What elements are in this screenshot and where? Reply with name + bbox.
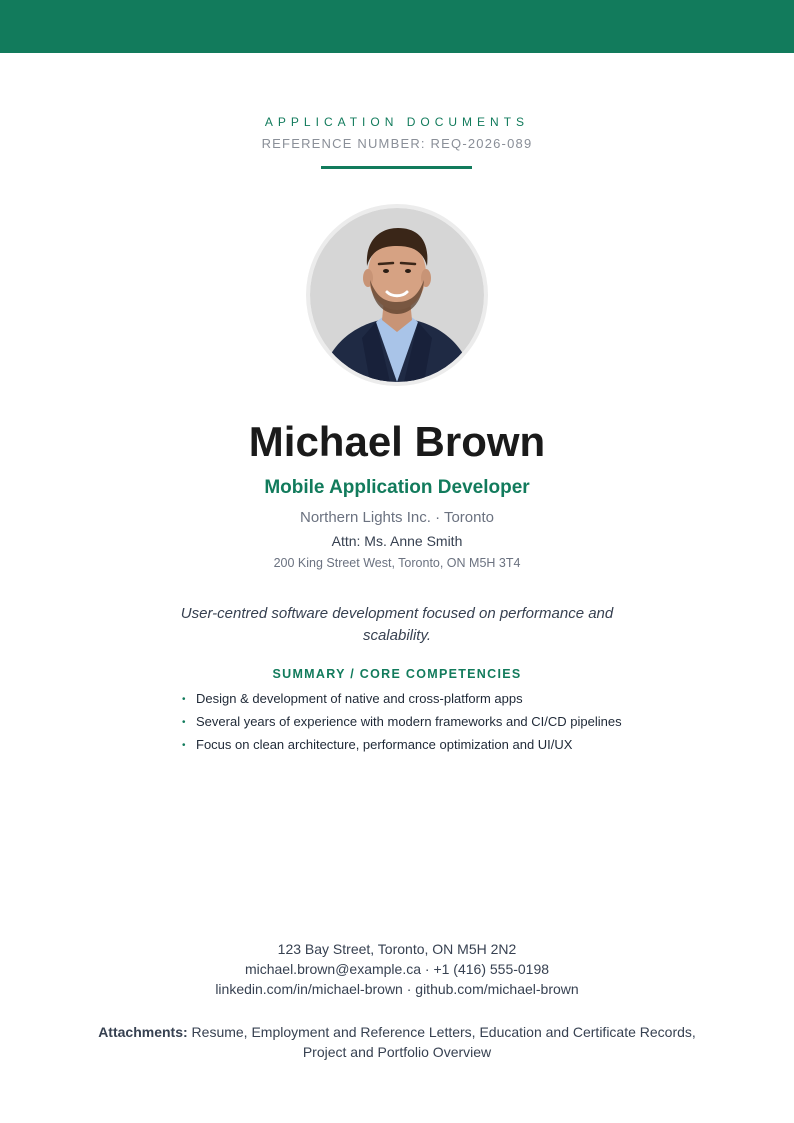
- contact-address: 123 Bay Street, Toronto, ON M5H 2N2: [277, 941, 517, 957]
- bullet-icon: •: [182, 717, 186, 728]
- section-heading-summary: SUMMARY / CORE COMPETENCIES: [272, 667, 522, 681]
- top-banner: [0, 0, 794, 53]
- attachments-label: Attachments:: [98, 1024, 188, 1040]
- list-item: [182, 714, 652, 737]
- contact-links[interactable]: linkedin.com/in/michael-brown · github.com/michael-brown: [215, 981, 579, 997]
- company-address: 200 King Street West, Toronto, ON M5H 3T4: [273, 556, 521, 570]
- document-label: APPLICATION DOCUMENTS: [264, 115, 530, 129]
- tagline: User-centred software development focused on performance and scalability.: [180, 605, 614, 644]
- bullet-icon: •: [182, 694, 186, 705]
- job-title: Mobile Application Developer: [264, 477, 530, 498]
- applicant-name: Michael Brown: [248, 418, 546, 465]
- list-item-text: Several years of experience with modern frameworks and CI/CD pipelines: [196, 714, 622, 729]
- contact-email-phone[interactable]: michael.brown@example.ca · +1 (416) 555-0198: [244, 961, 550, 977]
- person-portrait-icon: [310, 208, 484, 382]
- list-item: [182, 737, 652, 760]
- bullet-icon: •: [182, 740, 186, 751]
- attachments-list: Resume, Employment and Reference Letters, Education and Certificate Records, Project and Portfolio Overview: [191, 1024, 696, 1060]
- list-item-text: Focus on clean architecture, performance optimization and UI/UX: [196, 737, 573, 752]
- company-location: Northern Lights Inc. · Toronto: [300, 509, 494, 526]
- competency-list: [182, 691, 652, 760]
- attachments: [85, 1022, 709, 1062]
- list-item: [182, 691, 652, 714]
- attention-line: Attn: Ms. Anne Smith: [331, 533, 463, 549]
- profile-photo-frame: [306, 204, 488, 386]
- header-divider: [321, 166, 472, 169]
- list-item-text: Design & development of native and cross-platform apps: [196, 691, 523, 706]
- reference-number: REFERENCE NUMBER: REQ-2026-089: [261, 136, 533, 151]
